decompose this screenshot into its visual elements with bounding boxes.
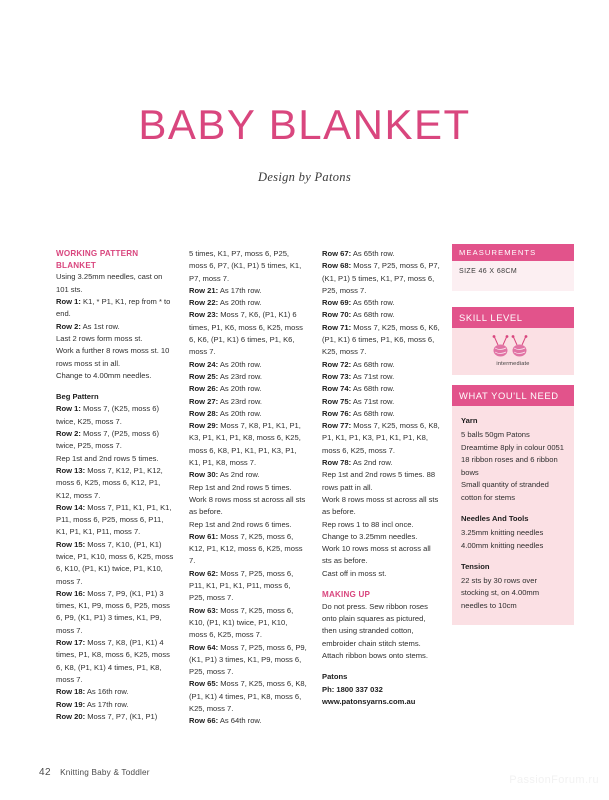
pattern-line: Row 23: Moss 7, K6, (P1, K1) 6 times, P1, K6, moss 6, K25, moss 6, K6, (P1, K1) 6 times, P1, K6, moss 7. (189, 310, 303, 357)
what-you-need-heading: WHAT YOU'LL NEED (452, 385, 574, 406)
pattern-line: Row 19: As 17th row. (56, 699, 129, 709)
info-sidebar (452, 244, 574, 625)
pattern-line: Work 10 rows moss st across all sts as before. (322, 544, 431, 566)
pattern-line: Rep rows 1 to 88 incl once. (322, 519, 414, 529)
pattern-column-3 (322, 248, 440, 728)
footer-title: Knitting Baby & Toddler (60, 768, 150, 777)
pattern-line: Row 77: Moss 7, K25, moss 6, K8, P1, K1, P1, K3, P1, K1, P1, K8, moss 6, K25, moss 7. (322, 421, 440, 455)
brand-phone: Ph: 1800 337 032 (322, 684, 383, 694)
skill-level-heading: SKILL LEVEL (452, 307, 574, 328)
pattern-line: Row 73: As 71st row. (322, 371, 395, 381)
measurements-size: SIZE 46 X 68CM (459, 268, 518, 275)
tension-heading: Tension (461, 562, 490, 572)
page-title: BABY BLANKET (138, 101, 471, 148)
pattern-line: Row 67: As 65th row. (322, 249, 395, 258)
pattern-line: Change to 4.00mm needles. (56, 370, 152, 380)
pattern-line: Row 68: Moss 7, P25, moss 6, P7, (K1, P1) 5 times, K1, P7, moss 6, P25, moss 7. (322, 261, 440, 295)
pattern-line: Cast off in moss st. (322, 568, 387, 578)
pattern-line: Row 21: As 17th row. (189, 285, 262, 295)
pattern-column-1 (56, 248, 174, 728)
pattern-line: Row 64: Moss 7, P25, moss 6, P9, (K1, P1) 3 times, K1, P9, moss 6, P25, moss 7. (189, 642, 307, 677)
brand-name: Patons (322, 672, 348, 682)
tension-text: 22 sts by 30 rows over stocking st, on 4.00mm needles to 10cm (461, 575, 540, 611)
pattern-line: Work 8 rows moss st across all sts as before. (322, 494, 439, 517)
pattern-line: Rep 1st and 2nd rows 5 times. (189, 482, 292, 492)
pattern-line: Row 13: Moss 7, K12, P1, K12, moss 6, K25, moss 6, K12, P1, K12, moss 7. (56, 465, 163, 500)
measurements-panel (452, 244, 574, 291)
pattern-line: Row 62: Moss 7, P25, moss 6, P11, K1, P1, K1, P11, moss 6, P25, moss 7. (189, 568, 294, 603)
needles-line: 3.25mm knitting needles (461, 528, 544, 538)
pattern-line: Row 22: As 20th row. (189, 298, 262, 308)
working-pattern-heading: WORKING PATTERN BLANKET (56, 249, 139, 270)
pattern-line: Row 20: Moss 7, P7, (K1, P1) (56, 711, 158, 721)
what-you-need-panel (452, 385, 574, 624)
pattern-line: Row 70: As 68th row. (322, 310, 395, 320)
pattern-line: Row 61: Moss 7, K25, moss 6, K12, P1, K12, moss 6, K25, moss 7. (189, 531, 303, 566)
pattern-line: Row 2: Moss 7, (P25, moss 6) twice, P25, moss 7. (56, 429, 159, 451)
pattern-line: Row 18: As 16th row. (56, 687, 129, 697)
pattern-line: Last 2 rows form moss st. (56, 333, 143, 343)
pattern-line: Row 74: As 68th row. (322, 384, 395, 394)
pattern-line: Row 1: Moss 7, (K25, moss 6) twice, K25, moss 7. (56, 404, 159, 426)
pattern-line: Change to 3.25mm needles. (322, 531, 418, 541)
pattern-columns (56, 248, 441, 728)
pattern-line: Row 26: As 20th row. (189, 384, 262, 394)
pattern-line: Using 3.25mm needles, cast on 101 sts. (56, 272, 163, 294)
pattern-line: Row 17: Moss 7, K8, (P1, K1) 4 times, P1, K8, moss 6, K25, moss 6, K8, (P1, K1) 4 times, P1, K8, moss 7. (56, 638, 170, 684)
pattern-line: Row 78: As 2nd row. (322, 458, 393, 468)
yarn-heading: Yarn (461, 416, 478, 426)
skill-level-panel (452, 307, 574, 375)
pattern-line: Row 2: As 1st row. (56, 321, 120, 331)
page-subtitle: Design by Patons (258, 170, 351, 184)
pattern-line: Row 24: As 20th row. (189, 359, 262, 369)
needles-line: 4.00mm knitting needles (461, 540, 544, 550)
pattern-line: Work a further 8 rows moss st. 10 rows moss st in all. (56, 346, 170, 368)
pattern-line: Row 16: Moss 7, P9, (K1, P1) 3 times, K1, P9, moss 6, P25, moss 6, P9, (K1, P1) 3 times, K1, P9, moss 7. (56, 588, 170, 635)
pattern-line: Row 28: As 20th row. (189, 408, 262, 418)
page-number: 42 (39, 767, 52, 778)
pattern-line: Rep 1st and 2nd rows 6 times. (189, 519, 292, 529)
yarn-line: 18 ribbon roses and 6 ribbon bows (461, 455, 558, 477)
pattern-line: Row 65: Moss 7, K25, moss 6, K8, (P1, K1) 4 times, P1, K8, moss 6, K25, moss 7. (189, 679, 307, 713)
pattern-line: Row 69: As 65th row. (322, 298, 395, 308)
skill-level-body (452, 328, 574, 375)
pattern-line: Row 71: Moss 7, K25, moss 6, K6, (P1, K1) 6 times, P1, K6, moss 6, K25, moss 7. (322, 322, 440, 357)
making-up-heading: MAKING UP (322, 590, 371, 600)
pattern-line: Row 66: As 64th row. (189, 716, 262, 726)
pattern-line: Row 75: As 71st row. (322, 396, 395, 406)
pattern-line: Row 72: As 68th row. (322, 359, 395, 369)
pattern-line: Rep 1st and 2nd rows 5 times. (56, 453, 159, 463)
what-you-need-body (452, 406, 574, 624)
yarn-line: Small quantity of stranded cotton for stems (461, 480, 549, 502)
page-footer (39, 767, 150, 778)
pattern-line: Row 1: K1, * P1, K1, rep from * to end. (56, 297, 171, 319)
needles-heading: Needles And Tools (461, 514, 529, 524)
pattern-line: Row 63: Moss 7, K25, moss 6, K10, (P1, K1) twice, P1, K10, moss 6, K25, moss 7. (189, 605, 294, 640)
pattern-line: Work 8 rows moss st across all sts as before. (189, 494, 306, 517)
measurements-heading: MEASUREMENTS (452, 244, 574, 261)
pattern-line: Row 29: Moss 7, K8, P1, K1, P1, K3, P1, K1, P1, K8, moss 6, K25, moss 6, K8, P1, K1, P1, K3, P1, K1, P1, K8, moss 7. (189, 421, 301, 468)
beg-pattern-heading: Beg Pattern (56, 392, 99, 402)
pattern-line: Row 76: As 68th row. (322, 408, 395, 418)
pattern-line: Row 25: As 23rd row. (189, 371, 263, 381)
yarn-balls-icon (490, 335, 536, 359)
pattern-line: Row 15: Moss 7, K10, (P1, K1) twice, P1, K10, moss 6, K25, moss 6, K10, (P1, K1) twice, P1, K10, moss 7. (56, 539, 174, 586)
pattern-line: 5 times, K1, P7, moss 6, P25, moss 6, P7, (K1, P1) 5 times, K1, P7, moss 7. (189, 249, 302, 283)
yarn-line: 5 balls 50gm Patons Dreamtime 8ply in colour 0051 (461, 429, 564, 452)
making-up-text: Do not press. Sew ribbon roses onto plain squares as pictured, then using stranded cotton, embroider chain stitch stems. Attach ribbon bows onto stems. (322, 601, 428, 660)
watermark: PassionForum.ru (509, 774, 599, 786)
measurements-body (452, 261, 574, 291)
pattern-line: Rep 1st and 2nd rows 5 times. 88 rows patt in all. (322, 470, 436, 492)
pattern-line: Row 30: As 2nd row. (189, 470, 260, 480)
pattern-column-2 (189, 248, 307, 728)
skill-level-caption: intermediate (496, 361, 530, 368)
pattern-line: Row 14: Moss 7, P11, K1, P1, K1, P11, moss 6, P25, moss 6, P11, K1, P1, K1, P11, moss 7. (56, 502, 172, 537)
title-block (0, 101, 609, 185)
brand-website[interactable]: www.patonsyarns.com.au (322, 696, 416, 706)
pattern-line: Row 27: As 23rd row. (189, 396, 263, 406)
